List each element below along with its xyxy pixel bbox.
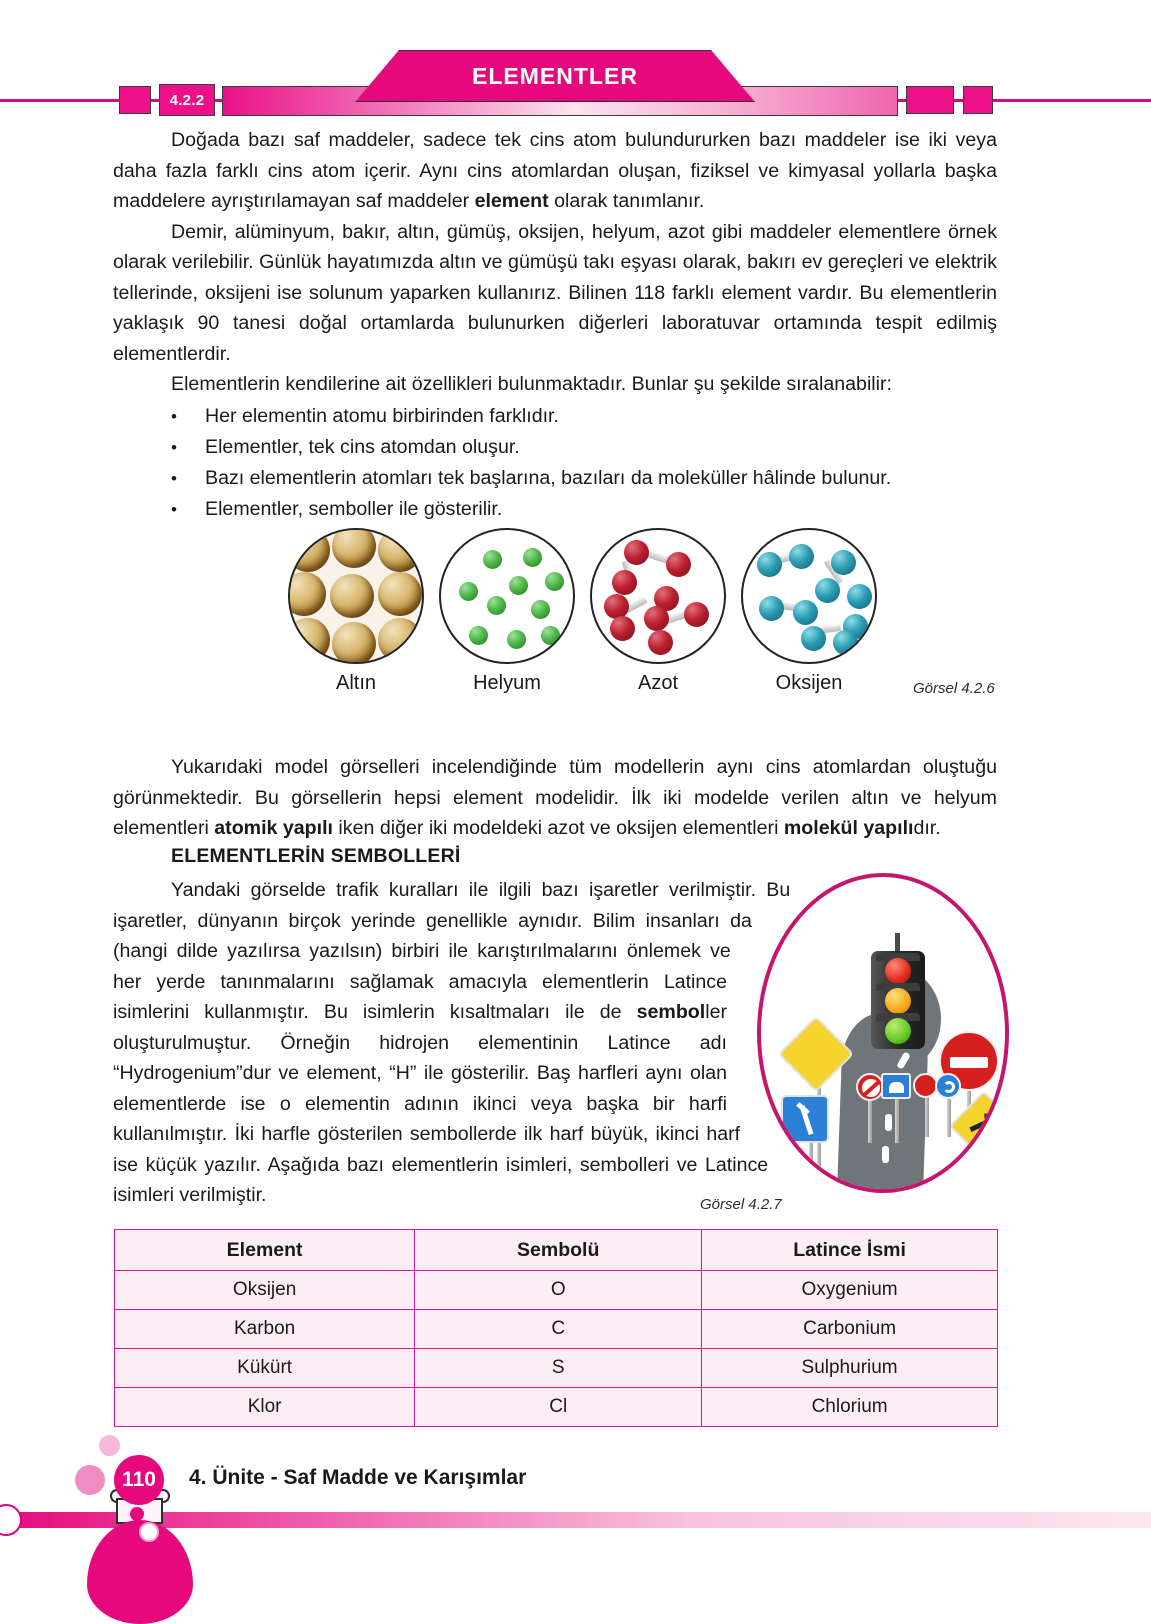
traffic-light-red-icon — [885, 958, 911, 984]
list-item-label: Elementler, tek cins atomdan oluşur. — [205, 435, 520, 458]
p4-part-b: iken diğer iki modeldeki azot ve oksijen elementleri — [332, 817, 784, 839]
model-helyum — [432, 528, 582, 695]
list-item — [113, 463, 997, 494]
table-header-symbol: Sembolü — [415, 1230, 702, 1271]
p1-part-a: Doğada bazı saf maddeler, sadece tek cins atom bulundururken bazı maddeler ise iki veya daha fazla farklı cins atom içerir. Aynı cins atomlardan oluşan, fiziksel ve kimyasal yollarla başka maddelere ayrıştırılamayan saf maddeler — [113, 129, 997, 212]
p4-emphasis-atomic: atomik yapılı — [214, 817, 333, 839]
traffic-light-yellow-icon — [885, 988, 911, 1014]
cell-latin: Carbonium — [702, 1310, 998, 1349]
no-parking-sign-icon — [856, 1073, 884, 1101]
bullet-icon: • — [171, 468, 177, 488]
cell-element: Kükürt — [115, 1349, 415, 1388]
decorative-dot-large — [75, 1465, 105, 1495]
footer-gradient-rule — [0, 1512, 1151, 1528]
section-heading-wrap — [171, 845, 461, 868]
list-item — [113, 432, 997, 463]
paragraph-definition — [113, 125, 997, 217]
table-header-latin: Latince İsmi — [702, 1230, 998, 1271]
section-number-badge: 4.2.2 — [159, 84, 215, 116]
element-model-figures — [113, 528, 997, 703]
figure-caption-models: Görsel 4.2.6 — [913, 680, 995, 697]
p1-part-b: olarak tanımlanır. — [548, 190, 705, 212]
cell-latin: Oxygenium — [702, 1271, 998, 1310]
cell-element: Klor — [115, 1388, 415, 1427]
table-row — [115, 1271, 998, 1310]
page-header — [0, 0, 1151, 120]
altin-label: Altın — [335, 672, 377, 694]
tunnel-sign-icon — [881, 1073, 911, 1099]
article-body — [113, 125, 997, 525]
table-header-element: Element — [115, 1230, 415, 1271]
header-square-right-1 — [906, 86, 954, 114]
helyum-label: Helyum — [473, 672, 541, 694]
traffic-light-icon — [871, 951, 925, 1049]
list-item-label: Her elementin atomu birbirinden farklıdır. — [205, 404, 559, 427]
traffic-circle-frame — [757, 873, 1009, 1193]
curve-ahead-sign-icon — [949, 1091, 1009, 1162]
section-heading: ELEMENTLERİN SEMBOLLERİ — [171, 845, 461, 867]
helyum-model-circle — [439, 528, 575, 664]
table-header-row — [115, 1230, 998, 1271]
list-item-label: Elementler, semboller ile gösterilir. — [205, 497, 503, 520]
post-model-paragraph-wrap — [113, 752, 997, 844]
unit-title: 4. Ünite - Saf Madde ve Karışımlar — [189, 1466, 527, 1489]
road-dash-icon — [885, 1114, 892, 1131]
list-item-label: Bazı elementlerin atomları tek başlarına, bazıları da moleküller hâlinde bulunur. — [205, 466, 892, 489]
properties-list — [113, 401, 997, 525]
table-row — [115, 1310, 998, 1349]
cell-latin: Sulphurium — [702, 1349, 998, 1388]
paragraph-examples: Demir, alüminyum, bakır, altın, gümüş, oksijen, helyum, azot gibi maddeler elementlere örnek olarak verilebilir. Günlük hayatımızda altın ve gümüşü takı eşyası olarak, bakırı ev gereçleri ve elektrik tellerinde, oksijeni ise solunum yaparken kullanırız. Bilinen 118 farklı element vardır. Bu elementlerin yaklaşık 90 tanesi doğal ortamlarda bulunurken diğerleri laboratuvar ortamında tespit edilmiş elementlerdir. — [113, 220, 997, 365]
bullet-icon: • — [171, 406, 177, 426]
flask-bubble-large-icon — [139, 1522, 159, 1542]
cell-symbol: Cl — [415, 1388, 702, 1427]
p5-part-a: Yandaki görselde trafik kuralları ile ilgili bazı işaretler verilmiştir. Bu işaretler, dünyanın birçok yerinde genellikle aynıdır. Bilim insanları da (hangi dilde yazılırsa yazılsın) birbiri ile karıştırılmalarını önlemek ve her yerde tanınmalarını sağlamak amacıyla elementlerin Latince isimlerini kullanmıştır. Bu isimlerin kısaltmaları ile de — [113, 879, 791, 1023]
cell-symbol: C — [415, 1310, 702, 1349]
roundabout-sign-icon — [935, 1073, 961, 1099]
list-item — [113, 494, 997, 525]
cell-symbol: S — [415, 1349, 702, 1388]
bullet-icon: • — [171, 499, 177, 519]
azot-label: Azot — [637, 672, 679, 694]
traffic-light-green-icon — [885, 1018, 911, 1044]
model-altin — [281, 528, 431, 695]
oksijen-model-circle — [741, 528, 877, 664]
cell-symbol: O — [415, 1271, 702, 1310]
bullet-icon: • — [171, 437, 177, 457]
p1-emphasis-element: element — [474, 190, 549, 212]
figure-caption-traffic: Görsel 4.2.7 — [700, 1196, 782, 1213]
header-square-right-2 — [963, 86, 993, 114]
azot-model-circle — [590, 528, 726, 664]
model-azot — [583, 528, 733, 695]
page-title: ELEMENTLER — [472, 62, 638, 89]
p5-part-b: ler oluşturulmuştur. Örneğin hidrojen elementinin Latince adı “Hydrogenium”dur ve element, “H” ile gösterilir. Baş harfleri aynı olan elementlerde ise o elementin adının ikinci veya başka bir harfi kullanılmıştır. İki harfle gösterilen sembollerde ilk harf büyük, ikinci harf ise küçük yazılır. Aşağıda bazı elementlerin isimleri, sembolleri ve Latince isimleri verilmiştir. — [113, 1001, 769, 1206]
model-oksijen — [734, 528, 884, 695]
p4-part-a: Yukarıdaki model görselleri incelendiğinde tüm modellerin aynı cins atomlardan oluştuğu görünmektedir. Bu görsellerin hepsi element modelidir. İlk iki modelde verilen altın ve helyum elementleri — [113, 756, 997, 839]
road-dash-icon — [882, 1146, 889, 1163]
decorative-dot-small — [99, 1435, 120, 1456]
one-way-arrow-sign-icon — [781, 1095, 829, 1143]
table-row — [115, 1388, 998, 1427]
element-symbols-table — [114, 1229, 998, 1427]
altin-model-circle — [288, 528, 424, 664]
table-row — [115, 1349, 998, 1388]
paragraph-properties-intro: Elementlerin kendilerine ait özellikleri bulunmaktadır. Bunlar şu şekilde sıralanabilir: — [171, 373, 892, 395]
paragraph-model-analysis — [113, 752, 997, 844]
sign-post — [895, 1093, 899, 1143]
p5-emphasis-sembol: sembol — [636, 1001, 706, 1023]
traffic-signs-illustration — [757, 873, 1009, 1193]
list-item — [113, 401, 997, 432]
cell-element: Karbon — [115, 1310, 415, 1349]
p4-emphasis-molecular: molekül yapılı — [783, 817, 914, 839]
page-number-badge: 110 — [114, 1455, 164, 1505]
oksijen-label: Oksijen — [775, 672, 843, 694]
flask-bubble-small-icon — [130, 1507, 144, 1521]
cell-element: Oksijen — [115, 1271, 415, 1310]
p4-part-c: dır. — [913, 817, 941, 839]
header-square-left — [119, 86, 151, 114]
cell-latin: Chlorium — [702, 1388, 998, 1427]
